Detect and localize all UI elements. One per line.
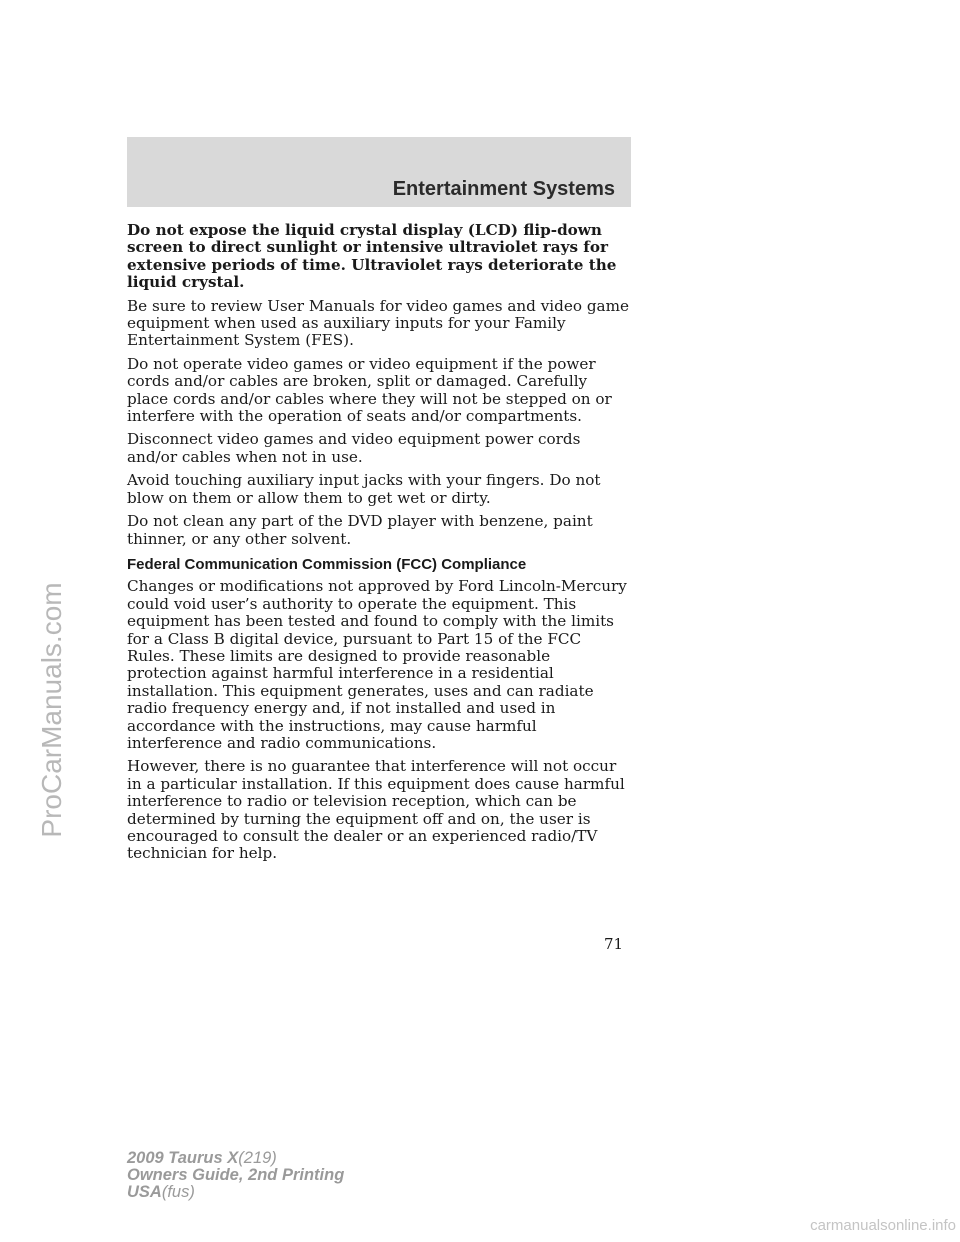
side-watermark: ProCarManuals.com bbox=[36, 582, 67, 838]
paragraph-disconnect: Disconnect video games and video equipment power cords and/or cables when not in use. bbox=[127, 430, 581, 466]
section-title: Entertainment Systems bbox=[392, 178, 615, 200]
page-content bbox=[127, 222, 632, 869]
paragraph-power-cords: Do not operate video games or video equipment if the power cords and/or cables are broken, split or damaged. Carefully place cords and/or cables where they will not be stepped on or interfere with the operation of seats and/or compartments. bbox=[127, 354, 612, 426]
page-number: 71 bbox=[604, 935, 624, 953]
footer-line-model bbox=[127, 1150, 344, 1167]
footer-line-region bbox=[127, 1184, 344, 1201]
footer-region-code: (fus) bbox=[161, 1183, 195, 1201]
paragraph-fcc-guarantee: However, there is no guarantee that interference will not occur in a particular installation. If this equipment does cause harmful interference to radio or television reception, which can be determined by turning the equipment off and on, the user is encouraged to consult the dealer or an experienced radio/TV technician for help. bbox=[127, 757, 625, 863]
document-footer bbox=[127, 1150, 344, 1201]
paragraph-user-manuals: Be sure to review User Manuals for video games and video game equipment when used as auxiliary inputs for your Family Entertainment System (FES). bbox=[127, 296, 630, 350]
paragraph-cleaning: Do not clean any part of the DVD player with benzene, paint thinner, or any other solvent. bbox=[127, 512, 593, 548]
footer-region: USA bbox=[127, 1183, 162, 1201]
paragraph-input-jacks: Avoid touching auxiliary input jacks with your fingers. Do not blow on them or allow them to get wet or dirty. bbox=[127, 471, 601, 507]
footer-guide-edition: Owners Guide, 2nd Printing bbox=[127, 1166, 345, 1184]
lcd-warning: Do not expose the liquid crystal display (LCD) flip-down screen to direct sunlight or intensive ultraviolet rays for extensive periods of time. Ultraviolet rays deteriorate the liquid crystal. bbox=[127, 221, 617, 292]
bottom-watermark: carmanualsonline.info bbox=[810, 1217, 956, 1234]
footer-model: 2009 Taurus X bbox=[127, 1149, 239, 1167]
paragraph-fcc-changes: Changes or modifications not approved by Ford Lincoln-Mercury could void user’s authority to operate the equipment. This equipment has been tested and found to comply with the limits for a Class B digital device, pursuant to Part 15 of the FCC Rules. These limits are designed to provide reasonable protection against harmful interference in a residential installation. This equipment generates, uses and can radiate radio frequency energy and, if not installed and used in accordance with the instructions, may cause harmful interference and radio communications. bbox=[127, 577, 627, 752]
section-header-band bbox=[127, 137, 631, 207]
fcc-heading: Federal Communication Commission (FCC) Compliance bbox=[127, 555, 527, 573]
footer-model-code: (219) bbox=[238, 1149, 277, 1167]
